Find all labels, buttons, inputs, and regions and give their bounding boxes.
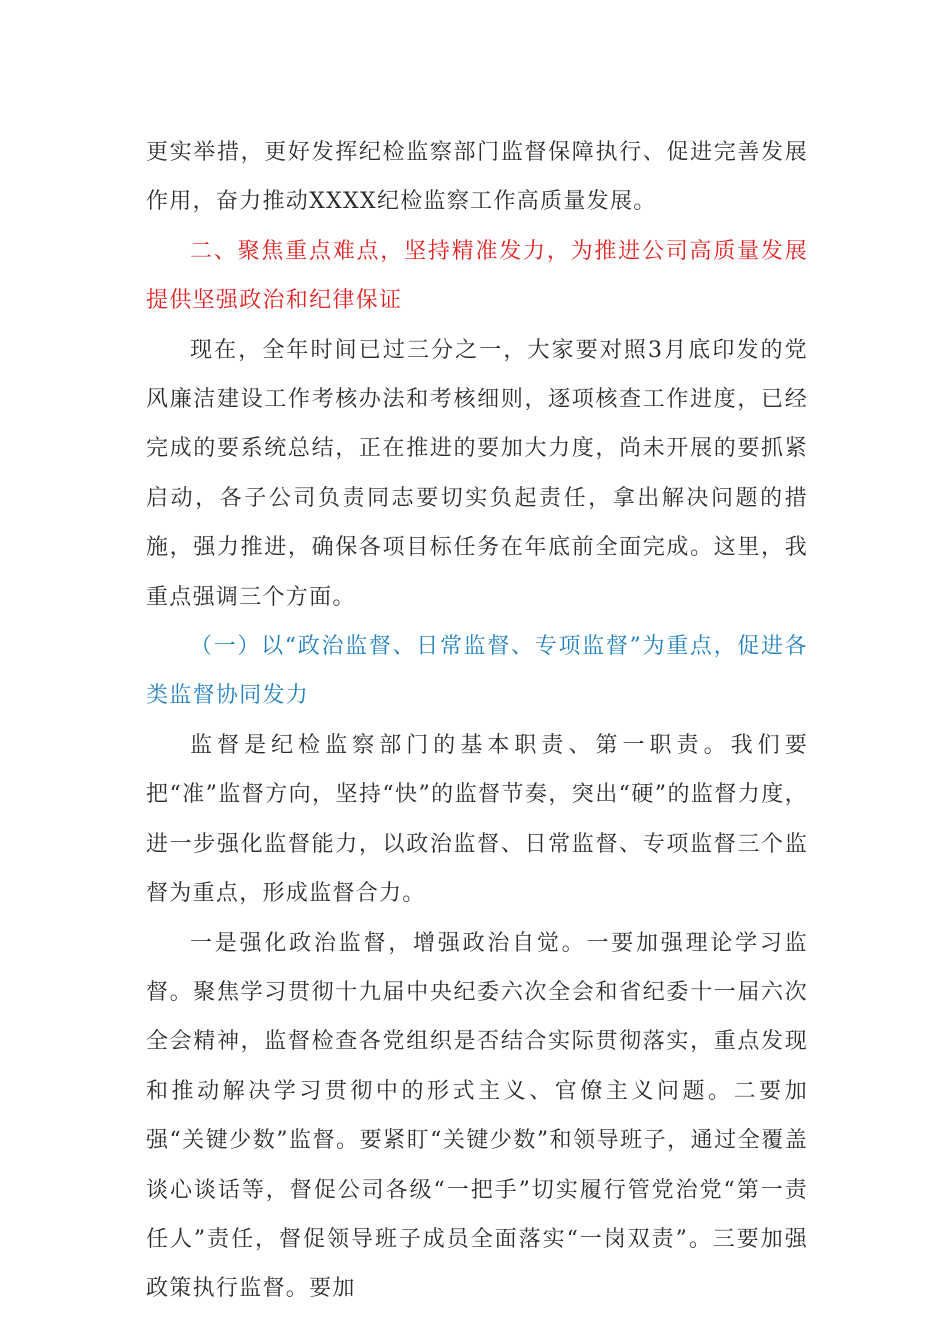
section-heading-2: 二、聚焦重点难点，坚持精准发力，为推进公司高质量发展提供坚强政治和纪律保证: [146, 238, 808, 314]
paragraph-continuation: 更实举措，更好发挥纪检监察部门监督保障执行、促进完善发展作用，奋力推动XXXX纪检监察工作高质量发展。: [146, 140, 808, 215]
paragraph-progress-review: 现在，全年时间已过三分之一，大家要对照3月底印发的党风廉洁建设工作考核办法和考核细则，逐项核查工作进度，已经完成的要系统总结，正在推进的要加大力度，尚未开展的要抓紧启动，各子公司负责同志要切实负起责任，拿出解决问题的措施，强力推进，确保各项目标任务在年底前全面完成。这里，我重点强调三个方面。: [146, 337, 808, 610]
paragraph-supervision-duty: 监督是纪检监察部门的基本职责、第一职责。我们要把“准”监督方向，坚持“快”的监督节奏，突出“硬”的监督力度，进一步强化监督能力，以政治监督、日常监督、专项监督三个监督为重点，形成监督合力。: [146, 732, 808, 907]
paragraph-political-supervision: 一是强化政治监督，增强政治自觉。一要加强理论学习监督。聚焦学习贯彻十九届中央纪委六次全会和省纪委十一届六次全会精神，监督检查各党组织是否结合实际贯彻落实，重点发现和推动解决学习贯彻中的形式主义、官僚主义问题。二要加强“关键少数”监督。要紧盯“关键少数”和领导班子，通过全覆盖谈心谈话等，督促公司各级“一把手”切实履行管党治党“第一责任人”责任，督促领导班子成员全面落实“一岗双责”。三要加强政策执行监督。要加: [146, 930, 808, 1302]
subsection-heading-1: （一）以“政治监督、日常监督、专项监督”为重点，促进各类监督协同发力: [146, 634, 808, 709]
document-body: [146, 128, 808, 1314]
